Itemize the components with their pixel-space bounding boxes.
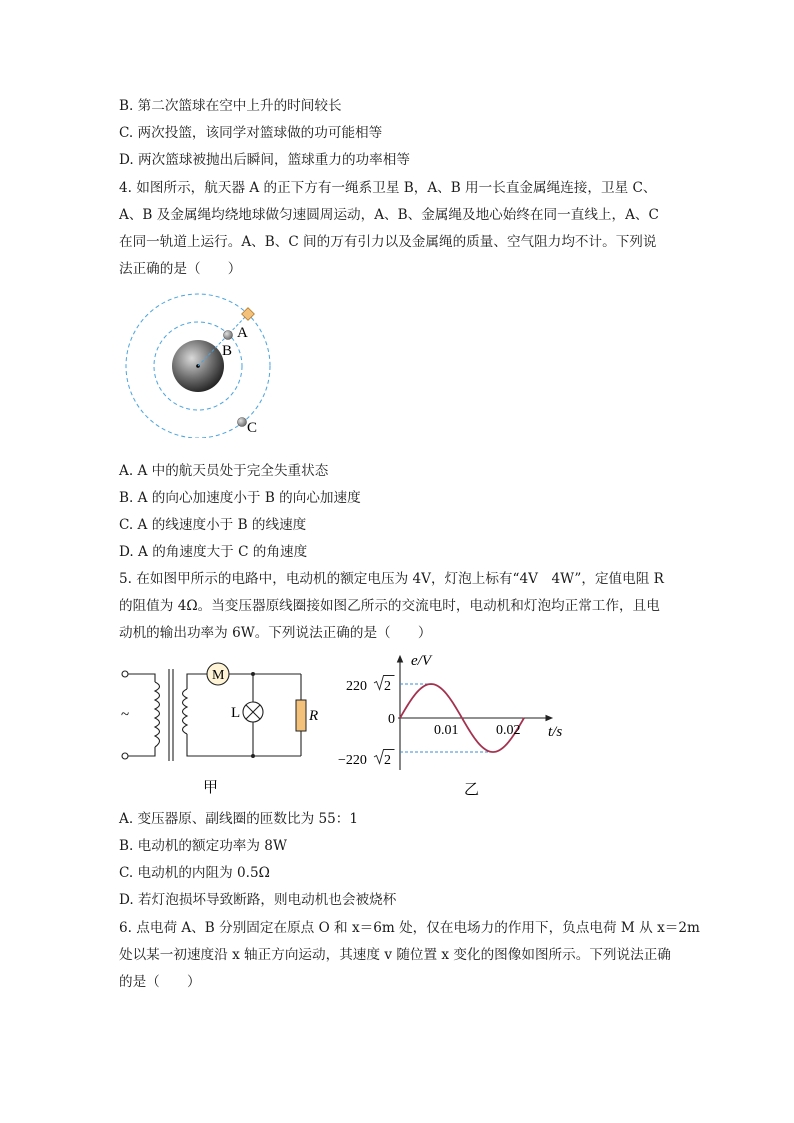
- q5-stem-line-1: 5. 在如图甲所示的电路中，电动机的额定电压为 4V，灯泡上标有“4V 4W”，定值电阻 R: [119, 571, 664, 587]
- q5-option-a: A. 变压器原、副线圈的匝数比为 55：1: [119, 811, 359, 827]
- label-c: C: [247, 420, 258, 436]
- q5-option-d: D. 若灯泡损坏导致断路，则电动机也会被烧杯: [119, 892, 397, 908]
- input-terminal-top: [122, 671, 128, 677]
- y-tick-top-coeff: 220: [346, 679, 367, 694]
- junction-top: [251, 672, 255, 676]
- q4-stem-line-4: 法正确的是（ ）: [119, 261, 242, 277]
- q4-stem-line-1: 4. 如图所示，航天器 A 的正下方有一绳系卫星 B，A、B 用一长直金属绳连接，卫星 C、: [119, 180, 657, 196]
- q5-stem-line-2: 的阻值为 4Ω。当变压器原线圈接如图乙所示的交流电时，电动机和灯泡均正常工作，且电: [119, 598, 660, 614]
- primary-coil: [155, 682, 160, 747]
- x-tick-label-2: 0.02: [496, 723, 521, 738]
- satellite-b: [224, 331, 233, 340]
- ac-voltage-graph: [338, 648, 578, 798]
- q5-option-c: C. 电动机的内阻为 0.5Ω: [119, 865, 270, 881]
- resistor-symbol: [296, 700, 306, 731]
- orbit-figure: [118, 288, 288, 438]
- label-b: B: [222, 343, 233, 359]
- satellite-c: [238, 418, 247, 427]
- ac-source-symbol: ~: [121, 707, 130, 723]
- q4-option-b: B. A 的向心加速度小于 B 的向心加速度: [119, 490, 361, 506]
- q4-stem-line-3: 在同一轨道上运行。A、B、C 间的万有引力以及金属绳的质量、空气阻力均不计。下列说: [119, 234, 657, 250]
- label-a: A: [237, 325, 248, 341]
- x-tick-label-1: 0.01: [434, 723, 459, 738]
- q6-stem-line-2: 处以某一初速度沿 x 轴正方向运动，其速度 v 随位置 x 变化的图像如图所示。下列说法正确: [119, 947, 671, 963]
- motor-label: M: [212, 668, 225, 683]
- q5-option-b: B. 电动机的额定功率为 8W: [119, 838, 287, 854]
- circuit-diagram: [115, 655, 325, 805]
- y-tick-bottom-root: 2: [384, 753, 391, 768]
- lamp-label: L: [231, 705, 241, 721]
- q4-stem-line-2: A、B 及金属绳均绕地球做匀速圆周运动，A、B、金属绳及地心始终在同一直线上，A、C: [119, 207, 659, 223]
- q6-stem-line-3: 的是（ ）: [119, 974, 201, 990]
- q3-option-c: C. 两次投篮，该同学对篮球做的功可能相等: [119, 125, 383, 141]
- q6-stem-line-1: 6. 点电荷 A、B 分别固定在原点 O 和 x＝6m 处，仅在电场力的作用下，负点电荷 M 从 x＝2m: [119, 920, 700, 936]
- resistor-label: R: [309, 708, 319, 724]
- x-axis-label: t/s: [548, 724, 563, 740]
- q4-option-d: D. A 的角速度大于 C 的角速度: [119, 544, 308, 560]
- q3-option-d: D. 两次篮球被抛出后瞬间，篮球重力的功率相等: [119, 152, 410, 168]
- junction-bottom: [251, 754, 255, 758]
- secondary-coil: [183, 689, 188, 734]
- graph-caption: 乙: [464, 782, 480, 798]
- circuit-caption: 甲: [203, 780, 219, 796]
- y-tick-bottom-coeff: −220: [338, 753, 367, 768]
- y-axis-label: e/V: [411, 653, 431, 669]
- q4-option-a: A. A 中的航天员处于完全失重状态: [119, 463, 329, 479]
- input-terminal-bottom: [122, 753, 128, 759]
- origin-label: 0: [388, 712, 395, 727]
- y-tick-top-root: 2: [384, 679, 391, 694]
- q3-option-b: B. 第二次篮球在空中上升的时间较长: [119, 98, 342, 114]
- q4-option-c: C. A 的线速度小于 B 的线速度: [119, 517, 307, 533]
- q5-stem-line-3: 动机的输出功率为 6W。下列说法正确的是（ ）: [119, 625, 432, 641]
